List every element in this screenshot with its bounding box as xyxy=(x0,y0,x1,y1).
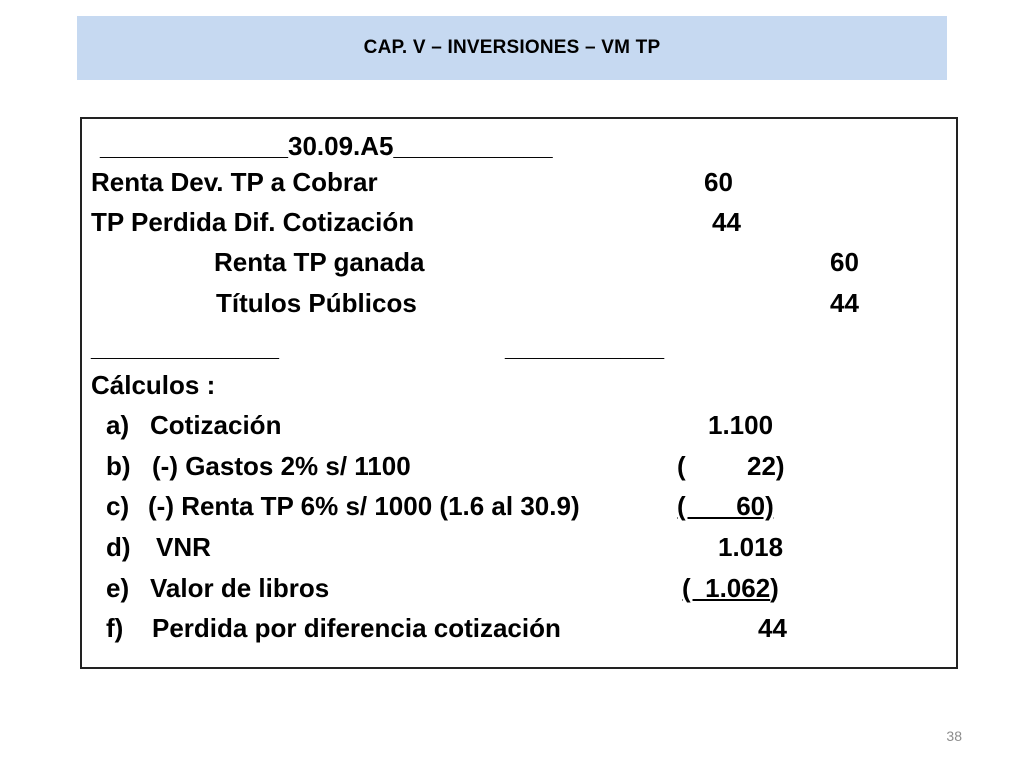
calc-close-paren: ) xyxy=(770,573,779,603)
calc-letter: f) xyxy=(106,613,124,643)
calc-value: 1.018 xyxy=(718,532,784,562)
closing-rule-right: ___________ xyxy=(505,332,665,362)
calc-letter: b) xyxy=(106,451,131,481)
calc-label: (-) Renta TP 6% s/ 1000 (1.6 al 30.9) xyxy=(148,491,580,521)
page-number: 38 xyxy=(946,728,962,744)
credit-amount: 60 xyxy=(830,247,859,277)
calc-letter: d) xyxy=(106,532,131,562)
calc-open-paren: ( xyxy=(677,451,686,481)
slide-title: CAP. V – INVERSIONES – VM TP xyxy=(363,37,661,58)
calc-letter: c) xyxy=(106,491,130,521)
slide-title-bar xyxy=(77,16,947,80)
calc-letter: a) xyxy=(106,410,130,440)
credit-amount: 44 xyxy=(830,288,859,318)
credit-label: Renta TP ganada xyxy=(214,247,425,277)
calc-value: 22) xyxy=(747,451,785,481)
calculations-heading: Cálculos : xyxy=(91,370,216,400)
calc-label: Perdida por diferencia cotización xyxy=(152,613,561,643)
calc-label: Cotización xyxy=(150,410,282,440)
calc-value: 1.100 xyxy=(708,410,774,440)
debit-amount: 44 xyxy=(712,207,741,237)
closing-rule-left: _____________ xyxy=(91,332,279,362)
debit-label: Renta Dev. TP a Cobrar xyxy=(91,167,378,197)
calc-label: (-) Gastos 2% s/ 1100 xyxy=(152,451,411,481)
entry-date-line: _____________30.09.A5___________ xyxy=(100,131,553,161)
calc-letter: e) xyxy=(106,573,130,603)
debit-amount: 60 xyxy=(704,167,733,197)
calc-value: 44 xyxy=(758,613,787,643)
calc-label: VNR xyxy=(156,532,211,562)
calc-value: ( 1.062 xyxy=(682,573,771,603)
journal-entry-box xyxy=(80,117,958,669)
credit-label: Títulos Públicos xyxy=(216,288,417,318)
calc-value: ( 60) xyxy=(677,491,774,521)
calc-label: Valor de libros xyxy=(150,573,330,603)
debit-label: TP Perdida Dif. Cotización xyxy=(91,207,415,237)
calc-value-group xyxy=(682,575,779,601)
